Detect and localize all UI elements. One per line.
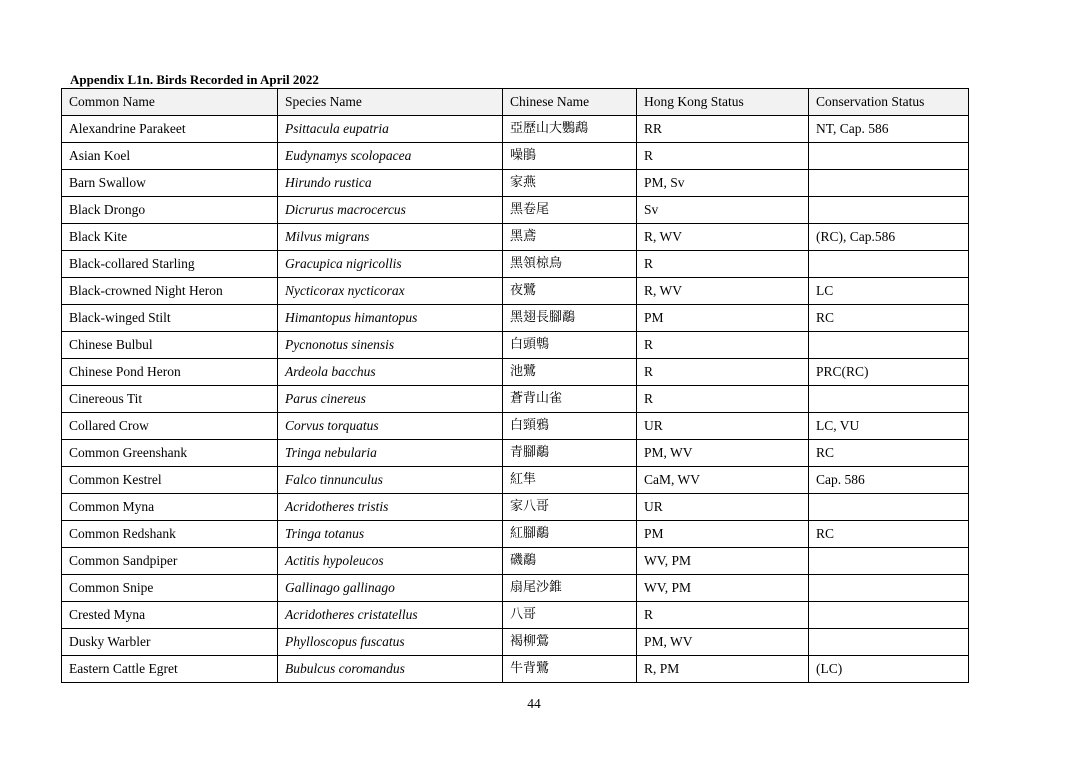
header-species-name: Species Name [278,89,503,116]
cell-conservation-status [809,602,969,629]
cell-conservation-status: NT, Cap. 586 [809,116,969,143]
cell-common-name: Black-winged Stilt [62,305,278,332]
cell-chinese-name: 噪鵑 [503,143,637,170]
birds-table [61,88,969,683]
cell-chinese-name: 亞歷山大鸚鵡 [503,116,637,143]
cell-conservation-status: LC, VU [809,413,969,440]
cell-species-name: Parus cinereus [278,386,503,413]
cell-species-name: Acridotheres tristis [278,494,503,521]
cell-species-name: Dicrurus macrocercus [278,197,503,224]
cell-chinese-name: 蒼背山雀 [503,386,637,413]
cell-chinese-name: 磯鷸 [503,548,637,575]
cell-conservation-status [809,197,969,224]
cell-common-name: Barn Swallow [62,170,278,197]
cell-common-name: Common Snipe [62,575,278,602]
table-row [62,656,969,683]
cell-hong-kong-status: R [637,602,809,629]
cell-species-name: Corvus torquatus [278,413,503,440]
cell-hong-kong-status: WV, PM [637,548,809,575]
header-common-name: Common Name [62,89,278,116]
cell-hong-kong-status: PM, WV [637,629,809,656]
cell-conservation-status: (RC), Cap.586 [809,224,969,251]
cell-chinese-name: 黑翅長腳鷸 [503,305,637,332]
cell-chinese-name: 家燕 [503,170,637,197]
cell-chinese-name: 紅腳鷸 [503,521,637,548]
table-row [62,251,969,278]
cell-conservation-status: LC [809,278,969,305]
cell-common-name: Black Kite [62,224,278,251]
cell-hong-kong-status: RR [637,116,809,143]
cell-conservation-status [809,548,969,575]
cell-species-name: Psittacula eupatria [278,116,503,143]
cell-common-name: Dusky Warbler [62,629,278,656]
table-row [62,413,969,440]
cell-chinese-name: 家八哥 [503,494,637,521]
cell-species-name: Tringa totanus [278,521,503,548]
cell-common-name: Crested Myna [62,602,278,629]
cell-common-name: Chinese Pond Heron [62,359,278,386]
cell-species-name: Eudynamys scolopacea [278,143,503,170]
cell-common-name: Black-collared Starling [62,251,278,278]
cell-chinese-name: 牛背鷺 [503,656,637,683]
cell-species-name: Hirundo rustica [278,170,503,197]
cell-species-name: Gallinago gallinago [278,575,503,602]
cell-hong-kong-status: R [637,332,809,359]
table-row [62,170,969,197]
cell-species-name: Falco tinnunculus [278,467,503,494]
cell-hong-kong-status: R, WV [637,224,809,251]
cell-species-name: Bubulcus coromandus [278,656,503,683]
table-row [62,143,969,170]
cell-hong-kong-status: R, PM [637,656,809,683]
table-header-row [62,89,969,116]
cell-common-name: Common Sandpiper [62,548,278,575]
table-body [62,116,969,683]
cell-hong-kong-status: WV, PM [637,575,809,602]
cell-hong-kong-status: R [637,143,809,170]
cell-chinese-name: 夜鷺 [503,278,637,305]
cell-chinese-name: 池鷺 [503,359,637,386]
cell-chinese-name: 黑卷尾 [503,197,637,224]
cell-hong-kong-status: UR [637,494,809,521]
cell-species-name: Phylloscopus fuscatus [278,629,503,656]
cell-hong-kong-status: R [637,386,809,413]
table-row [62,386,969,413]
header-conservation-status: Conservation Status [809,89,969,116]
cell-common-name: Common Kestrel [62,467,278,494]
cell-conservation-status [809,170,969,197]
cell-chinese-name: 白頸鴉 [503,413,637,440]
cell-species-name: Ardeola bacchus [278,359,503,386]
cell-species-name: Tringa nebularia [278,440,503,467]
cell-conservation-status [809,494,969,521]
cell-conservation-status [809,575,969,602]
header-chinese-name: Chinese Name [503,89,637,116]
cell-chinese-name: 八哥 [503,602,637,629]
cell-conservation-status: RC [809,305,969,332]
cell-common-name: Common Myna [62,494,278,521]
cell-conservation-status: (LC) [809,656,969,683]
table-row [62,197,969,224]
cell-chinese-name: 褐柳鶯 [503,629,637,656]
cell-common-name: Collared Crow [62,413,278,440]
cell-hong-kong-status: R, WV [637,278,809,305]
table-row [62,521,969,548]
cell-common-name: Cinereous Tit [62,386,278,413]
cell-conservation-status [809,143,969,170]
table-row [62,116,969,143]
cell-common-name: Chinese Bulbul [62,332,278,359]
table-row [62,305,969,332]
cell-species-name: Acridotheres cristatellus [278,602,503,629]
cell-hong-kong-status: PM, Sv [637,170,809,197]
cell-hong-kong-status: PM [637,305,809,332]
cell-species-name: Nycticorax nycticorax [278,278,503,305]
table-row [62,548,969,575]
cell-conservation-status: RC [809,521,969,548]
cell-hong-kong-status: PM [637,521,809,548]
table-row [62,278,969,305]
table-row [62,467,969,494]
cell-conservation-status [809,386,969,413]
cell-conservation-status [809,251,969,278]
cell-common-name: Common Greenshank [62,440,278,467]
cell-chinese-name: 扇尾沙錐 [503,575,637,602]
cell-common-name: Eastern Cattle Egret [62,656,278,683]
cell-conservation-status: Cap. 586 [809,467,969,494]
cell-chinese-name: 黑領椋鳥 [503,251,637,278]
cell-chinese-name: 黑鳶 [503,224,637,251]
table-row [62,332,969,359]
cell-species-name: Pycnonotus sinensis [278,332,503,359]
cell-common-name: Black Drongo [62,197,278,224]
cell-conservation-status [809,629,969,656]
cell-hong-kong-status: UR [637,413,809,440]
cell-chinese-name: 白頭鵯 [503,332,637,359]
cell-conservation-status [809,332,969,359]
page-number: 44 [527,696,541,711]
table-caption: Appendix L1n. Birds Recorded in April 2022 [70,72,319,87]
cell-conservation-status: PRC(RC) [809,359,969,386]
table-row [62,359,969,386]
cell-species-name: Milvus migrans [278,224,503,251]
cell-chinese-name: 青腳鷸 [503,440,637,467]
cell-common-name: Black-crowned Night Heron [62,278,278,305]
cell-species-name: Himantopus himantopus [278,305,503,332]
table-row [62,224,969,251]
cell-hong-kong-status: CaM, WV [637,467,809,494]
cell-common-name: Asian Koel [62,143,278,170]
cell-species-name: Gracupica nigricollis [278,251,503,278]
cell-common-name: Common Redshank [62,521,278,548]
cell-conservation-status: RC [809,440,969,467]
cell-hong-kong-status: R [637,251,809,278]
table-row [62,494,969,521]
header-hong-kong-status: Hong Kong Status [637,89,809,116]
table-row [62,575,969,602]
table-row [62,629,969,656]
cell-hong-kong-status: Sv [637,197,809,224]
cell-hong-kong-status: PM, WV [637,440,809,467]
cell-common-name: Alexandrine Parakeet [62,116,278,143]
table-row [62,602,969,629]
cell-species-name: Actitis hypoleucos [278,548,503,575]
table-row [62,440,969,467]
cell-hong-kong-status: R [637,359,809,386]
cell-chinese-name: 紅隼 [503,467,637,494]
